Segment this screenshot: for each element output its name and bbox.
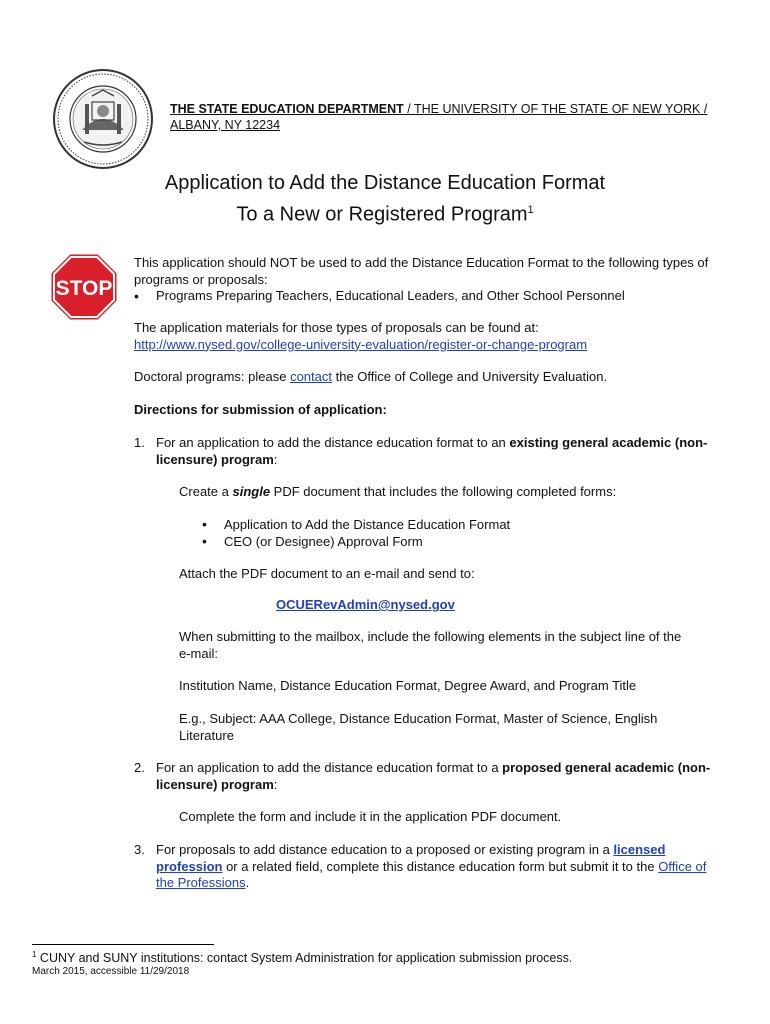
stop-sign-icon: [50, 253, 118, 321]
title-line-2: To a New or Registered Program: [236, 203, 528, 226]
item1-text-pre: For an application to add the distance education format to an: [156, 435, 510, 450]
item3-text-pre: For proposals to add distance education to a proposed or existing program in a: [156, 842, 614, 857]
required-forms-list: [202, 516, 702, 550]
submission-email: [276, 597, 576, 614]
department-name: THE STATE EDUCATION DEPARTMENT: [170, 102, 404, 116]
attach-instruction: Attach the PDF document to an e-mail and send to:: [179, 566, 475, 581]
create-pdf-instruction: [179, 484, 719, 501]
department-header: [170, 101, 730, 133]
doctoral-note: [134, 369, 734, 386]
subject-elements: Institution Name, Distance Education Format, Degree Award, and Program Title: [179, 678, 637, 693]
item1-text-bold: existing general academic (non-licensure) program: [156, 435, 708, 467]
title-footnote-mark[interactable]: 1: [527, 204, 534, 216]
list-item: • Programs Preparing Teachers, Educational Leaders, and Other School Personnel: [134, 288, 734, 305]
materials-link[interactable]: http://www.nysed.gov/college-university-evaluation/register-or-change-program: [134, 336, 588, 352]
excluded-programs-list: [134, 288, 734, 305]
office-of-professions-link[interactable]: Office of the Professions: [156, 858, 707, 890]
direction-item-3: [134, 842, 734, 894]
stop-sign-label: STOP: [55, 277, 113, 300]
email-link[interactable]: OCUERevAdmin@nysed.gov: [276, 597, 455, 612]
item2-text-bold: proposed general academic (non-licensure) program: [156, 760, 711, 792]
item3-text-post: .: [245, 875, 250, 890]
direction-item-1: [134, 435, 734, 475]
materials-block: [134, 320, 734, 353]
page-title: [110, 170, 660, 229]
footnote: [32, 950, 572, 965]
warning-text: This application should NOT be used to add the Distance Education Format to the following types of programs or proposals:: [134, 255, 709, 287]
item2-text-post: :: [273, 776, 278, 792]
item-number: 2.: [134, 760, 145, 775]
footnote-mark: 1: [32, 950, 37, 959]
doctoral-text-pre: Doctoral programs: please: [134, 369, 291, 384]
item-number: 1.: [134, 435, 145, 450]
intro-warning-block: [134, 255, 734, 305]
complete-form-instruction: Complete the form and include it in the application PDF document.: [179, 809, 562, 824]
item1-text-post: :: [273, 451, 278, 467]
state-seal-logo: [52, 68, 154, 170]
page-footer-date: March 2015, accessible 11/29/2018: [32, 966, 190, 977]
department-address: / THE UNIVERSITY OF THE STATE OF NEW YORK / ALBANY, NY 12234: [170, 102, 708, 132]
create-text-post: PDF document that includes the following completed forms:: [270, 484, 617, 499]
item2-text-pre: For an application to add the distance education format to a: [156, 760, 503, 775]
list-item: • Application to Add the Distance Education Format: [202, 516, 702, 533]
doctoral-text-post: the Office of College and University Evaluation.: [332, 369, 608, 384]
subject-instruction: When submitting to the mailbox, include the following elements in the subject line of the e-mail:: [179, 629, 682, 661]
directions-heading: Directions for submission of application:: [134, 402, 387, 417]
footnote-divider: [32, 944, 214, 945]
footnote-text: CUNY and SUNY institutions: contact System Administration for application submission process.: [36, 951, 573, 966]
title-line-1: Application to Add the Distance Education Format: [164, 172, 606, 194]
contact-link[interactable]: contact: [290, 369, 332, 384]
item3-text-mid: or a related field, complete this distance education form but submit it to the: [222, 858, 659, 874]
direction-item-2: [134, 760, 734, 800]
create-text-pre: Create a: [179, 484, 233, 499]
list-item: • CEO (or Designee) Approval Form: [202, 533, 702, 550]
subject-example: E.g., Subject: AAA College, Distance Education Format, Master of Science, English Literature: [179, 711, 658, 743]
licensed-profession-link[interactable]: licensed profession: [156, 842, 666, 874]
create-text-emphasis: single: [232, 484, 271, 499]
materials-text: The application materials for those types of proposals can be found at:: [134, 320, 539, 335]
item-number: 3.: [134, 842, 145, 857]
